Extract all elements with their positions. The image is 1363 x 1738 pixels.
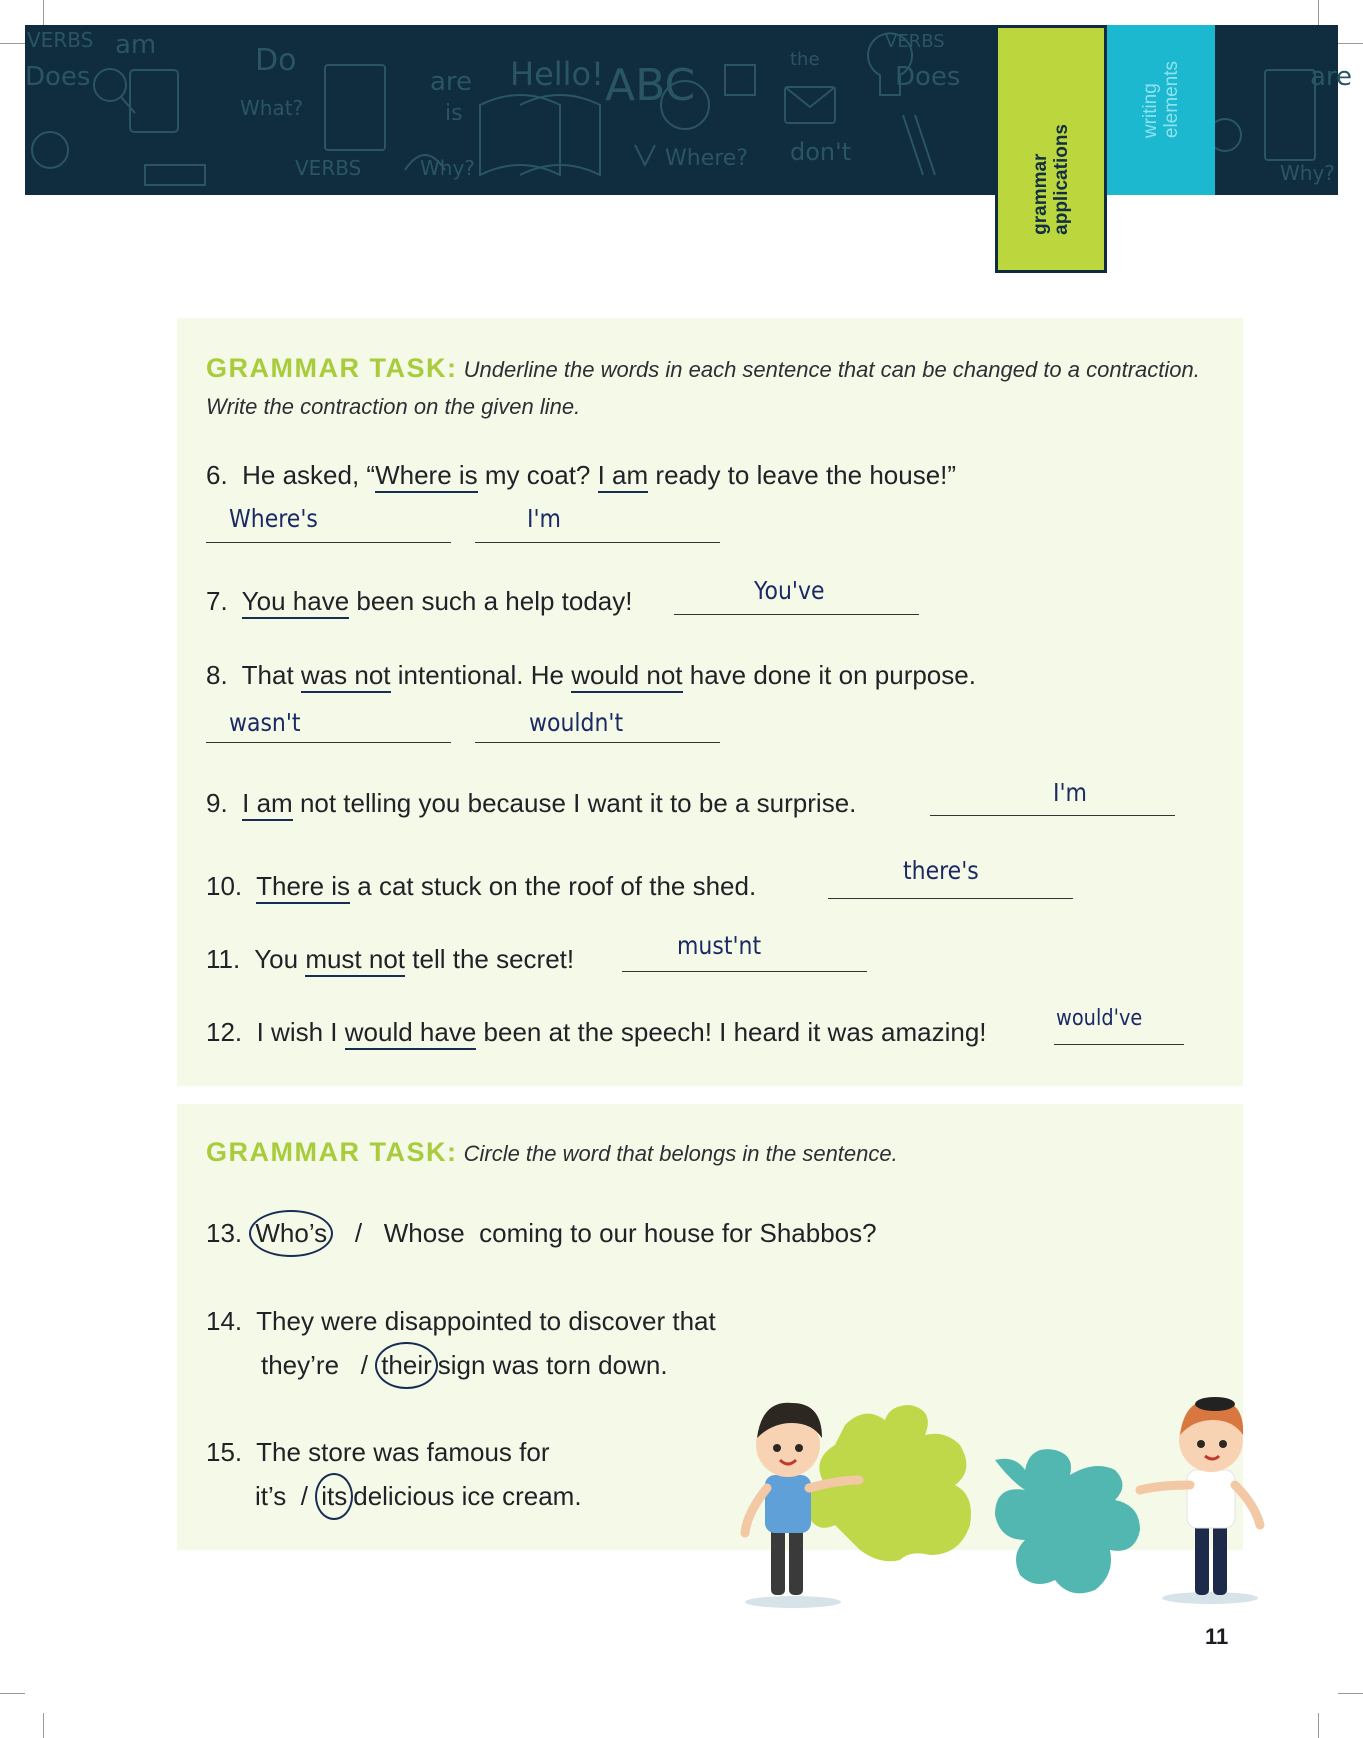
sentence-text: You	[254, 944, 306, 974]
crop-mark	[1338, 1693, 1363, 1694]
answer-line[interactable]	[622, 971, 867, 972]
doodle-word: VERBS	[295, 156, 362, 180]
answer-line[interactable]	[674, 614, 919, 615]
exercise-item-8	[206, 660, 976, 691]
underlined-words: would have	[345, 1017, 477, 1050]
word-option[interactable]: they’re	[261, 1350, 340, 1380]
crop-mark	[43, 0, 44, 25]
puzzle-piece-teal-icon	[995, 1449, 1140, 1593]
task-instruction	[206, 350, 1206, 425]
handwritten-answer: I'm	[527, 504, 561, 533]
exercise-item-14-options	[261, 1350, 668, 1381]
item-number: 8.	[206, 660, 228, 690]
crop-mark	[43, 1713, 44, 1738]
doodle-word: are	[430, 67, 473, 97]
exercise-item-12	[206, 1017, 987, 1048]
handwritten-answer: must'nt	[677, 931, 762, 960]
underlined-words: There is	[256, 871, 350, 904]
tab-writing-elements[interactable]	[1107, 25, 1215, 195]
underlined-words: must not	[305, 944, 405, 977]
exercise-item-15	[206, 1437, 549, 1468]
sentence-text: That	[241, 660, 301, 690]
answer-line[interactable]	[1054, 1044, 1184, 1045]
exercise-item-6	[206, 460, 956, 491]
sentence-text: He asked, “	[242, 460, 376, 490]
sentence-text: a cat stuck on the roof of the shed.	[350, 871, 757, 901]
sentence-text: I wish I	[256, 1017, 345, 1047]
item-number: 10.	[206, 871, 243, 901]
doodle-word: the	[790, 49, 820, 70]
underlined-words: would not	[571, 660, 682, 693]
answer-line[interactable]	[475, 742, 720, 743]
handwritten-answer: wouldn't	[529, 708, 624, 737]
answer-line[interactable]	[828, 898, 1073, 899]
exercise-item-9	[206, 788, 856, 819]
tab-label	[1030, 124, 1072, 235]
option-separator: /	[360, 1350, 368, 1380]
underlined-words: You have	[242, 586, 349, 619]
exercise-item-7	[206, 586, 632, 617]
doodle-word: am	[115, 30, 157, 60]
task-label: GRAMMAR TASK:	[206, 1137, 458, 1167]
task-instruction	[206, 1134, 1206, 1172]
item-number: 12.	[206, 1017, 243, 1047]
doodle-word: VERBS	[885, 31, 945, 52]
item-number: 13.	[206, 1218, 243, 1248]
word-option-selected[interactable]: their	[375, 1342, 438, 1389]
doodle-word: Why?	[1280, 161, 1335, 185]
word-option[interactable]: it’s	[255, 1481, 287, 1511]
sentence-text: have done it on purpose.	[682, 660, 976, 690]
sentence-text: sign was torn down.	[437, 1350, 668, 1380]
item-number: 11.	[206, 944, 241, 974]
doodle-word: VERBS	[27, 28, 94, 52]
sentence-text: been at the speech! I heard it was amazing!	[476, 1017, 987, 1047]
crop-mark	[0, 43, 25, 44]
answer-line[interactable]	[930, 815, 1175, 816]
handwritten-answer: there's	[903, 856, 979, 885]
underlined-words: I am	[242, 788, 293, 821]
exercise-item-14	[206, 1306, 716, 1337]
crop-mark	[1318, 1713, 1319, 1738]
item-number: 7.	[206, 586, 228, 616]
answer-line[interactable]	[206, 742, 451, 743]
underlined-words: was not	[301, 660, 391, 693]
handwritten-answer: would've	[1056, 1006, 1143, 1031]
sentence-text: ready to leave the house!”	[648, 460, 957, 490]
underlined-words: Where is	[375, 460, 478, 493]
tab-label	[1140, 61, 1182, 138]
doodle-word: ABC	[605, 60, 696, 111]
item-number: 9.	[206, 788, 228, 818]
tab-label-line: writing	[1140, 83, 1161, 139]
doodle-word: Hello!	[510, 55, 604, 93]
crop-mark	[0, 1693, 25, 1694]
doodle-word: is	[445, 101, 463, 126]
exercise-item-15-options	[255, 1481, 582, 1512]
handwritten-answer: You've	[754, 576, 825, 605]
task-label: GRAMMAR TASK:	[206, 353, 458, 383]
sentence-text: delicious ice cream.	[353, 1481, 582, 1511]
option-separator: /	[354, 1218, 363, 1248]
doodle-word: Where?	[665, 146, 749, 171]
boy-right-icon	[1140, 1397, 1260, 1595]
doodle-word: Why?	[420, 156, 475, 180]
item-number: 6.	[206, 460, 228, 490]
handwritten-answer: I'm	[1053, 778, 1087, 807]
item-number: 15.	[206, 1437, 243, 1467]
crop-mark	[1338, 43, 1363, 44]
answer-line[interactable]	[475, 542, 720, 543]
word-option-selected[interactable]: Who’s	[249, 1210, 333, 1257]
item-number: 14.	[206, 1306, 243, 1336]
tab-label-line: applications	[1051, 123, 1072, 235]
doodle-word: are	[1310, 62, 1353, 92]
task-text: Underline the words in each sentence that can be changed to a contraction. Write the contraction on the given line.	[206, 357, 1200, 419]
underlined-words: I am	[598, 460, 649, 493]
sentence-text: The store was famous for	[256, 1437, 550, 1467]
sentence-text: They were disappointed to discover that	[256, 1306, 716, 1336]
crop-mark	[1318, 0, 1319, 25]
page-number: 11	[1205, 1624, 1229, 1649]
tab-label-line: grammar	[1030, 153, 1051, 235]
exercise-item-10	[206, 871, 756, 902]
word-option-selected[interactable]: its	[315, 1473, 353, 1520]
tab-grammar-applications[interactable]	[995, 25, 1107, 273]
sentence-text: been such a help today!	[349, 586, 633, 616]
exercise-item-11	[206, 944, 574, 975]
doodle-word: Do	[255, 43, 297, 78]
kids-puzzle-illustration	[735, 1380, 1275, 1610]
sentence-text: coming to our house for Shabbos?	[479, 1218, 877, 1248]
task-text: Circle the word that belongs in the sentence.	[463, 1141, 898, 1166]
exercise-item-13	[206, 1218, 877, 1249]
sentence-text: not telling you because I want it to be a surprise.	[292, 788, 857, 818]
handwritten-answer: Where's	[229, 504, 318, 533]
doodle-word: don't	[790, 138, 852, 166]
doodle-word: What?	[240, 96, 304, 120]
doodle-word: Does	[895, 62, 961, 92]
sentence-text: intentional. He	[390, 660, 572, 690]
option-separator: /	[300, 1481, 308, 1511]
tab-label-line: elements	[1161, 61, 1182, 139]
word-option[interactable]: Whose	[383, 1218, 465, 1248]
sentence-text: my coat?	[477, 460, 598, 490]
answer-line[interactable]	[206, 542, 451, 543]
doodle-word: Does	[25, 62, 91, 92]
grammar-task-contractions-panel	[177, 318, 1243, 1086]
sentence-text: tell the secret!	[405, 944, 575, 974]
handwritten-answer: wasn't	[229, 708, 301, 737]
